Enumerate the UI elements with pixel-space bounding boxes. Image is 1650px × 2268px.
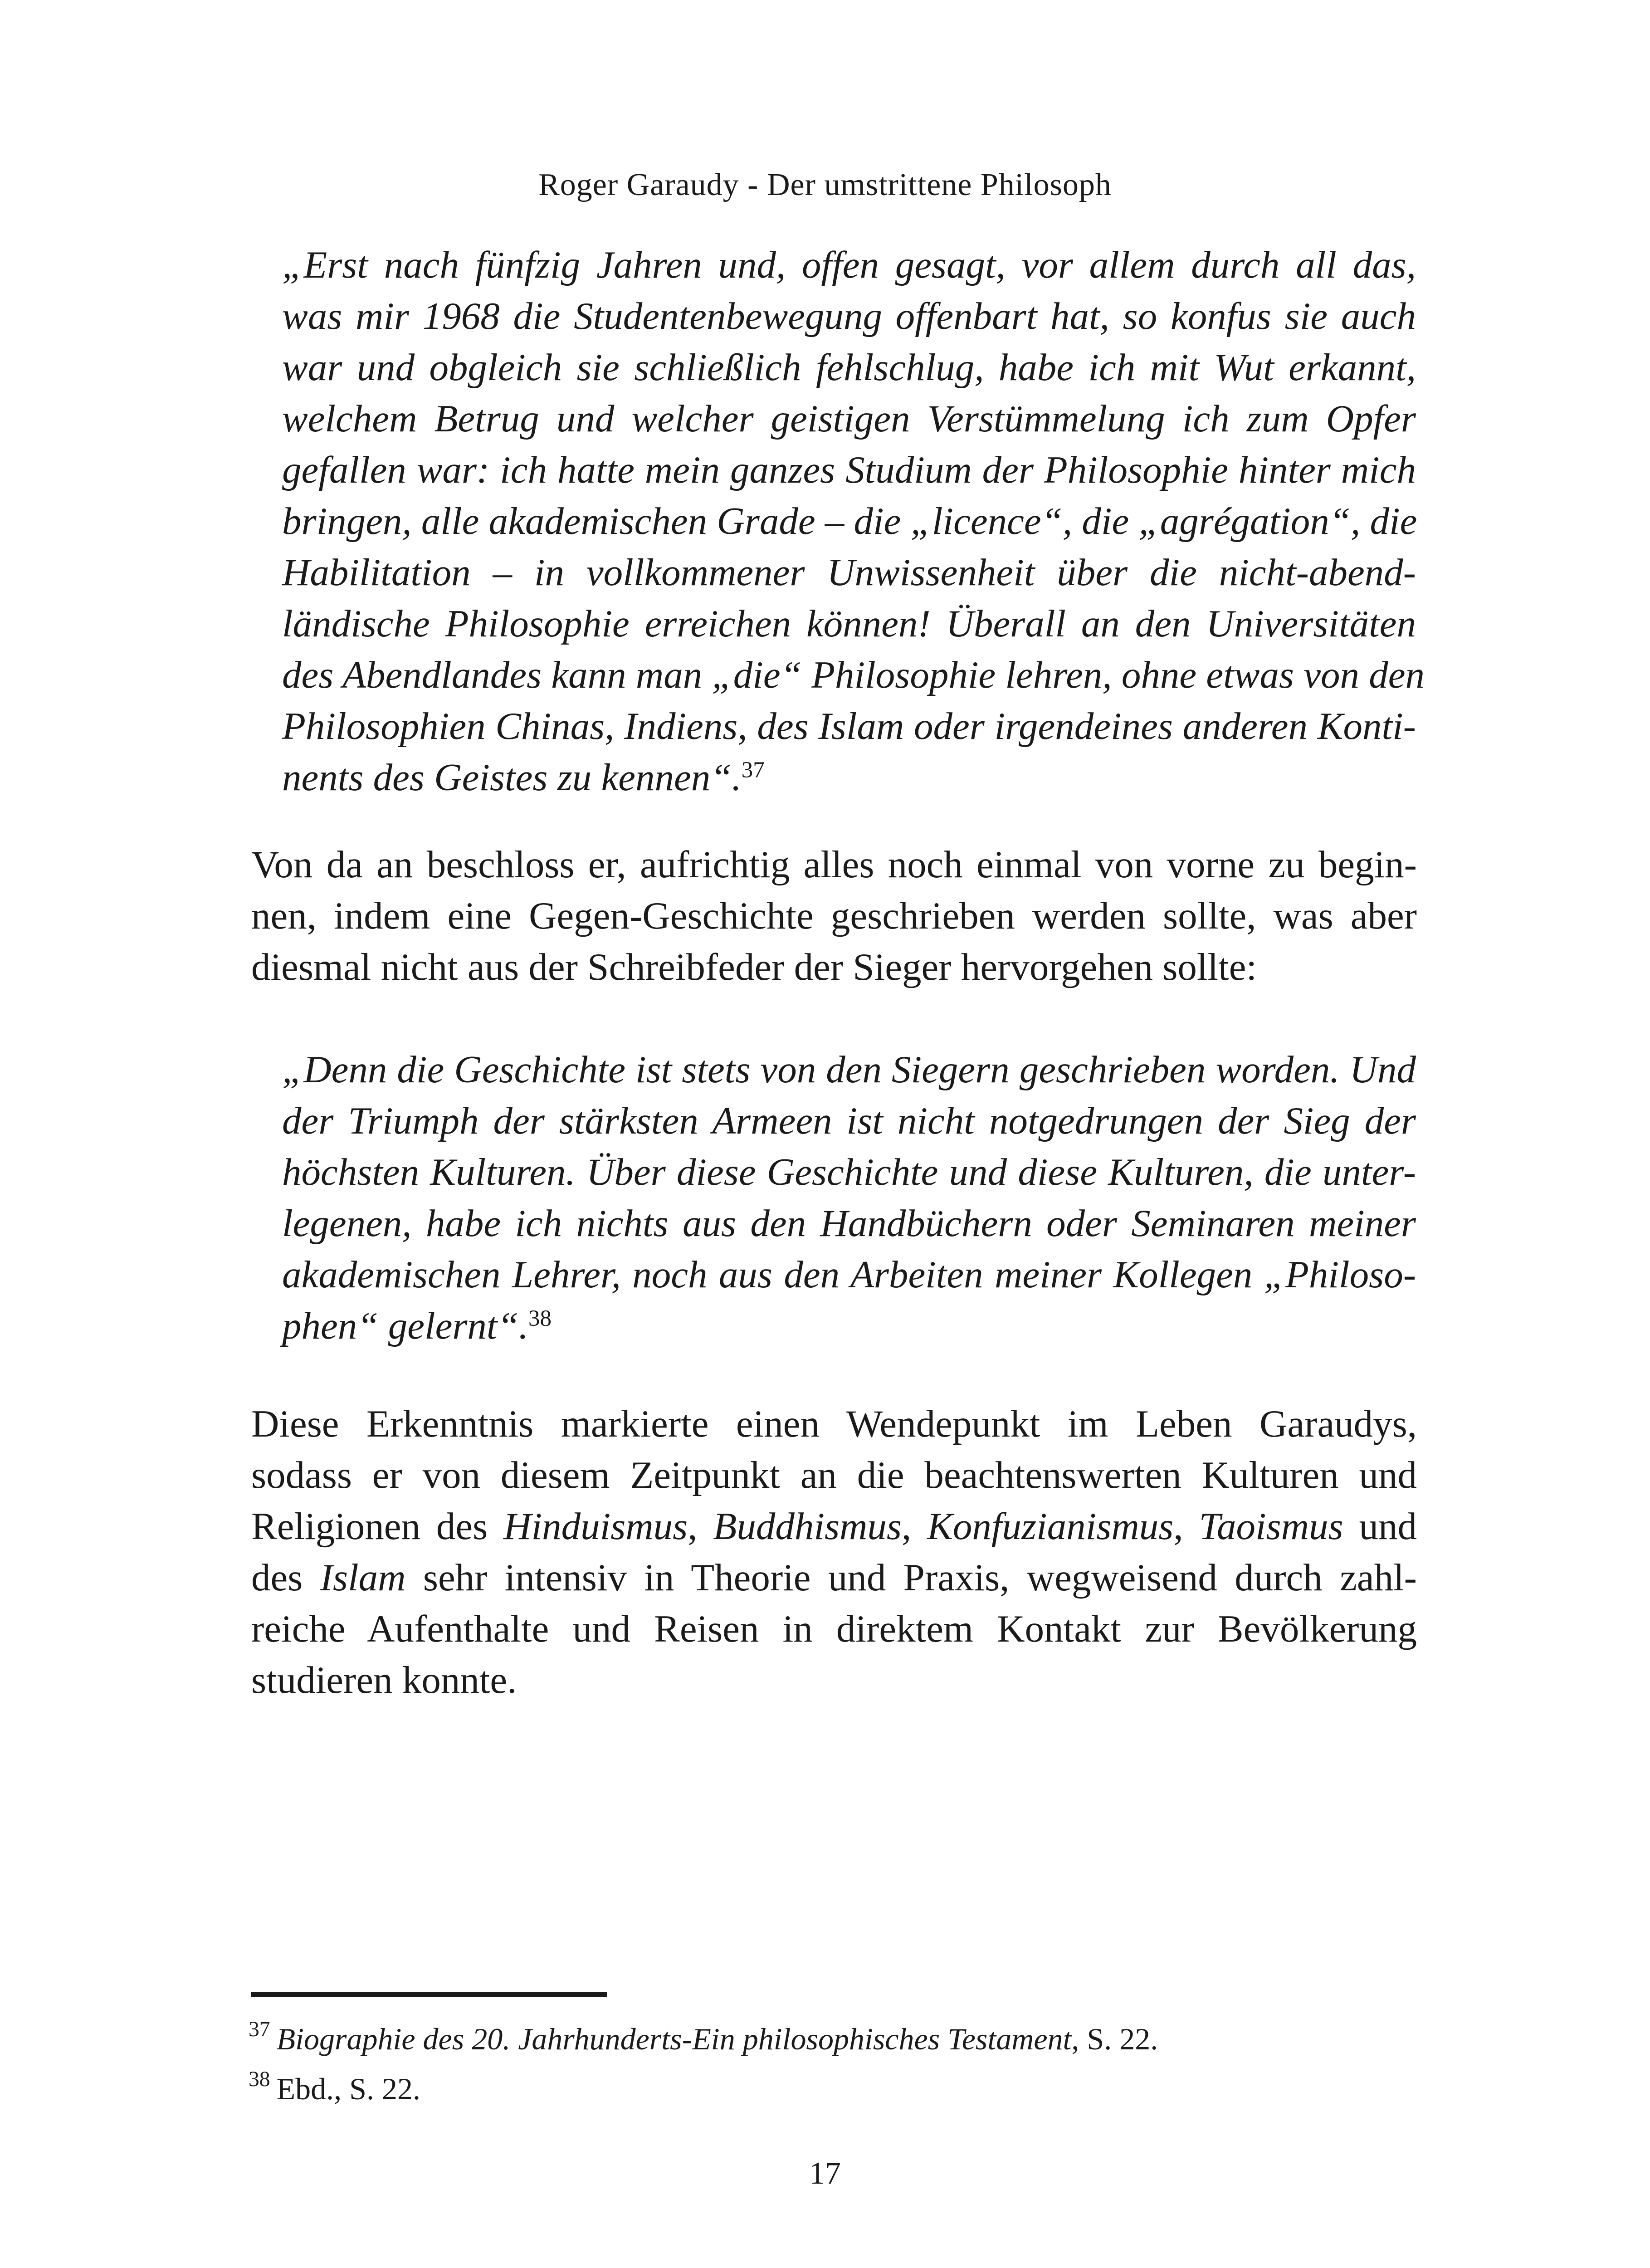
text-run: sehr intensiv in Theorie und Praxis, wegweisend durch zahl- (405, 1556, 1417, 1599)
text-run: des (251, 1556, 320, 1599)
quote-line: legenen, habe ich nichts aus den Handbüchern oder Seminaren meiner (282, 1202, 1416, 1245)
footnote-number: 38 (249, 2068, 270, 2092)
quote-line-text: phen“ gelernt“. (282, 1305, 529, 1347)
paragraph-line (251, 1501, 1417, 1552)
footnote-divider (251, 1992, 607, 1997)
body-paragraph-1 (251, 839, 1417, 993)
footnote-text: Ebd., S. 22. (276, 2072, 420, 2106)
quote-line-last (282, 752, 1416, 803)
term-buddhismus: Buddhismus (713, 1505, 902, 1548)
footnote-37 (249, 2018, 1158, 2061)
paragraph-line: diesmal nicht aus der Schreibfeder der Sieger hervorgehen sollte: (251, 946, 1257, 988)
quote-line: Philosophien Chinas, Indiens, des Islam oder irgendeines anderen Konti- (282, 705, 1416, 748)
footnote-38 (249, 2068, 420, 2111)
separator: , (1173, 1505, 1199, 1548)
quote-line: bringen, alle akademischen Grade – die „licence“, die „agrégation“, die (282, 500, 1417, 543)
footnote-text: , S. 22. (1071, 2022, 1158, 2056)
quote-line-text: nents des Geistes zu kennen“. (282, 756, 742, 799)
quote-line: war und obgleich sie schließlich fehlschlug, habe ich mit Wut erkannt, (282, 346, 1416, 389)
paragraph-line: nen, indem eine Gegen-Geschichte geschrieben werden sollte, was aber (251, 894, 1417, 937)
paragraph-line: studieren konnte. (251, 1659, 517, 1701)
separator: , (688, 1505, 713, 1548)
paragraph-line: Diese Erkenntnis markierte einen Wendepunkt im Leben Garaudys, (251, 1403, 1417, 1445)
quote-line: der Triumph der stärksten Armeen ist nicht notgedrungen der Sieg der (282, 1100, 1416, 1142)
quote-line: Habilitation – in vollkommener Unwissenheit über die nicht-abend- (282, 551, 1416, 594)
page-number: 17 (809, 2156, 841, 2191)
footnote-number: 37 (249, 2018, 270, 2042)
footnote-reference-38[interactable]: 38 (528, 1305, 552, 1331)
term-konfuzianismus: Konfuzianismus (927, 1505, 1174, 1548)
quote-line: ländische Philosophie erreichen können! Überall an den Universitäten (282, 602, 1416, 645)
running-header: Roger Garaudy - Der umstrittene Philosoph (538, 167, 1112, 202)
quote-line: welchem Betrug und welcher geistigen Verstümmelung ich zum Opfer (282, 397, 1416, 440)
quote-line: was mir 1968 die Studentenbewegung offenbart hat, so konfus sie auch (282, 295, 1416, 337)
paragraph-line (251, 1552, 1417, 1603)
footnote-title: Biographie des 20. Jahrhunderts-Ein philosophisches Testament (276, 2022, 1072, 2056)
paragraph-line: sodass er von diesem Zeitpunkt an die beachtenswerten Kulturen und (251, 1454, 1417, 1496)
body-paragraph-2 (251, 1398, 1417, 1706)
term-islam: Islam (320, 1556, 406, 1599)
quote-line: höchsten Kulturen. Über diese Geschichte und diese Kulturen, die unter- (282, 1151, 1416, 1193)
term-taoismus: Taoismus (1199, 1505, 1343, 1548)
quote-line: „Erst nach fünfzig Jahren und, offen gesagt, vor allem durch all das, (282, 244, 1416, 286)
text-run: Religionen des (251, 1505, 504, 1548)
footnote-reference-37[interactable]: 37 (741, 757, 765, 783)
quote-line: „Denn die Geschichte ist stets von den Siegern geschrieben worden. Und (282, 1048, 1416, 1091)
paragraph-line: Von da an beschloss er, aufrichtig alles noch einmal von vorne zu begin- (251, 843, 1417, 886)
text-run: und (1343, 1505, 1417, 1548)
quote-line: des Abendlandes kann man „die“ Philosophie lehren, ohne etwas von den (282, 654, 1425, 696)
quote-line-last (282, 1300, 1416, 1352)
quote-line: akademischen Lehrer, noch aus den Arbeiten meiner Kollegen „Philoso- (282, 1253, 1416, 1296)
block-quote-2 (282, 1044, 1416, 1352)
block-quote-1 (282, 240, 1425, 803)
quote-line: gefallen war: ich hatte mein ganzes Studium der Philosophie hinter mich (282, 449, 1416, 491)
term-hinduismus: Hinduismus (503, 1505, 688, 1548)
separator: , (902, 1505, 928, 1548)
paragraph-line: reiche Aufenthalte und Reisen in direktem Kontakt zur Bevölkerung (251, 1608, 1417, 1650)
